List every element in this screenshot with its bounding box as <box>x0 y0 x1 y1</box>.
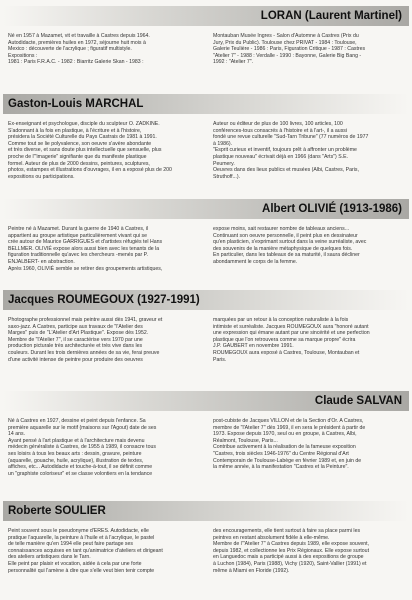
artist-name-olivie: Albert OLIVIÉ (1913-1986) <box>262 203 402 215</box>
bio-left-salvan: Né à Castres en 1927, dessine et peint depuis l'enfance. Sa première aquarelle sur le motif (maisons sur l'Agout) date de ses 14 ans. Ayant pensé à l'art plastique et à l'architecture mais devenu médecin généraliste à Castres, de 1955 à 1989, il consacre tous ses loisirs à tous les beaux arts : dessin, gravure, peinture (aquarelle, gouache, huile, acrylique), illustration de textes, affiches, etc... Autodidacte et touche-à-tout, il se définit comme un "graphiste coloriseur" et se classe volontiers en la tendance <box>8 418 157 477</box>
artist-name-marchal: Gaston-Louis MARCHAL <box>8 98 144 110</box>
artist-name-salvan: Claude SALVAN <box>314 395 402 407</box>
bio-right-roumegoux: marquées par un retour à la conception naturaliste à la fois intimiste et surréaliste. Jacques ROUMEGOUX aura "honoré autant une expression qui émane autant par une sincérité et une perfection plastique que l'on retrouvera comme sa marque propre" écrira J.P. GAUBERT en novembre 1991. ROUMEGOUX aura exposé à Castres, Toulouse, Montauban et Paris. <box>213 317 370 363</box>
bio-right-marchal: Auteur ou éditeur de plus de 100 livres, 100 articles, 100 conférences-tous consacrés à l'histoire et à l'art-, il a aussi fondé une revue culturelle "Sud-Tarn Tribune" (77 numéros de 1977 à 1986). "Esprit curieux et inventif, toujours prêt à affronter un problème plastique nouveau" écrivait déjà en 1966 (dans "Arts") S.E. Peumery. Oeuvres dans des lieux publics et musées (Albi, Castres, Paris, Struthoff...). <box>213 121 369 180</box>
bio-left-loran: Né en 1957 à Mazamet, vit et travaille à Castres depuis 1964. Autodidacte, premières huiles en 1972, séjourne huit mois à Mexico : découverte de l'acrylique ; figuratif multistyle. Expositions : 1981 : Paris F.R.A.C. - 1982 : Biarritz Galerie Skan - 1983 : <box>8 33 150 66</box>
bio-right-olivie: expose moins, sait restaurer nombre de tableaux anciens... Continuant son oeuvre personnelle, il peint plus en dessinateur qu'en plasticien, s'exprimant surtout dans la veine surréaliste, avec des souvenirs de la manière métaphysique de quelques fois. En particulier, dans les tableaux de sa maturité, il saura décliner abondamment le corps de la femme. <box>213 226 367 265</box>
bio-left-marchal: Ex-enseignant et psychologue, disciple du sculpteur O. ZADKINE. S'adonnant à la fois en plastique, à l'écriture et à l'histoire, présidera la Société Culturelle du Pays Castrais de 1981 à 1991. Comme tout se lie polyvalence, son oeuvre s'avère abondante et très diverse, et sans doute plus intellectuelle que sensuelle, plus proche de l'"imagerie" signifiante que du manifeste plastique formel. Auteur de plus de 2000 dessins, peintures, sculptures, photos, estampes et illustrations d'ouvrages, il en a exposé plus de 200 expositions ou participations. <box>8 121 172 180</box>
bio-right-loran: Montauban Musée Ingres - Salon d'Automne à Castres (Prix du Jury, Prix du Public). Toulouse chez PRIVAT - 1984 : Toulouse, Galerie Teulière - 1986 : Paris, Figuration Critique - 1987 : Castres "Atelier 7" - 1988 : Verdalle - 1990 : Bayonne, Galerie Big Bang - 1992 : "Atelier 7". <box>213 33 366 66</box>
bio-right-soulier: des encouragements, elle tient surtout à faire sa place parmi les peintres en restant absolument fidèle à elle-même. Membre de l'"Atelier 7" à Castres depuis 1989, elle expose souvent, depuis 1982, et collectionne les Prix Régionaux. Elle expose surtout en Languedoc mais a participé aussi à des expositions de groupe à Luchon (1984), Paris (1988), Vichy (1920), Saint-Vallier (1991) et même à Miami en Floride (1992). <box>213 528 370 574</box>
bio-right-salvan: post-cubiste de Jacques VILLON et de la Section d'Or. A Castres, membre de "l'Atelier 7" dès 1969, il en sera le président à partir de 1973. Expose depuis 1970, seul ou en groupe, à Castres, Albi, Réalmont, Toulouse, Paris... Contribue activement à la réalisation de la fameuse exposition "Castres, trois siècles 1946-1976" du Centre Régional d'Art Contemporain de Toulouse-Labège en février 1989 et, en juin de la même année, à la manifestation "Castres et la Peinture". <box>213 418 366 471</box>
bio-left-soulier: Peint souvent sous le pseudonyme d'ERES. Autodidacte, elle pratique l'aquarelle, la peinture à l'huile et à l'acrylique, le pastel de telle manière qu'en 1994 elle peut faire partage ses connaissances acquises en tant qu'animatrice d'ateliers et dirigeant des ateliers artistiques dans le Tarn. Elle peint par plaisir et vocation, aidée à cela par une forte personnalité qui l'amène à dire que s'elle veut bien tenir compte <box>8 528 163 574</box>
bio-left-roumegoux: Photographe professionnel mais peintre aussi dès 1941, graveur et saxo-jazz. A Castres, participe aux travaux de "l'Atelier des Marges" puis de "L'Atelier d'Art Plastique". Expose dès 1952. Membre de "l'Atelier 7", il se caractérise vers 1970 par une production picturale très architecturée et très vive dans les couleurs. Durant les trois dernières années de sa vie, ferai preuve d'une activité intense de peintre pour produire des oeuvres <box>8 317 163 363</box>
bio-left-olivie: Peintre né à Mazamet. Durant la guerre de 1940 à Castres, il appartient au groupe artistique particulièrement vivant qui se crée autour de Maurice GARRIGUES et d'artistes réfugiés tel Hans BELLMER. OLIVIÉ expose alors aussi bien avec les tenants de la figuration traditionnelle qu'avec les chercheurs -menés par P. ENJALBERT- en abstraction. Après 1960, OLIVIÉ semble se retirer des groupements artistiques, <box>8 226 163 272</box>
artist-name-loran: LORAN (Laurent Martinel) <box>260 10 402 22</box>
artist-name-roumegoux: Jacques ROUMEGOUX (1927-1991) <box>8 294 200 306</box>
artist-name-soulier: Roberte SOULIER <box>8 505 106 517</box>
